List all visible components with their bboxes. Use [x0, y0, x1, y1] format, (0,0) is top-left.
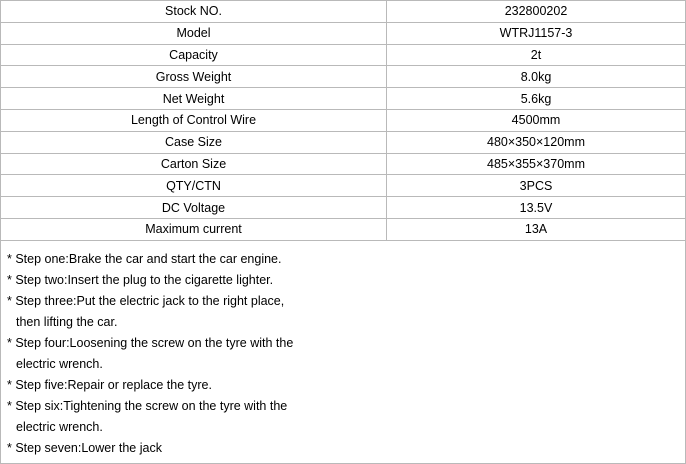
spec-label: Maximum current [1, 218, 387, 240]
table-row [1, 218, 685, 240]
spec-label: Model [1, 22, 387, 44]
table-row [1, 66, 685, 88]
table-row [1, 131, 685, 153]
spec-value: WTRJ1157-3 [387, 22, 686, 44]
spec-table-body [1, 1, 685, 240]
spec-label: Length of Control Wire [1, 109, 387, 131]
spec-value: 485×355×370mm [387, 153, 686, 175]
instruction-line: * Step one:Brake the car and start the car engine. [7, 251, 282, 266]
spec-label: QTY/CTN [1, 175, 387, 197]
spec-value: 8.0kg [387, 66, 686, 88]
spec-label: Net Weight [1, 88, 387, 110]
table-row [1, 1, 685, 22]
spec-value: 13.5V [387, 197, 686, 219]
spec-value: 5.6kg [387, 88, 686, 110]
instruction-line: * Step four:Loosening the screw on the tyre with the [7, 335, 294, 350]
spec-value: 4500mm [387, 109, 686, 131]
table-row [1, 175, 685, 197]
instruction-line: * Step six:Tightening the screw on the tyre with the [7, 398, 288, 413]
table-row [1, 153, 685, 175]
spec-value: 13A [387, 218, 686, 240]
spec-label: Gross Weight [1, 66, 387, 88]
instruction-line: electric wrench. [16, 419, 103, 434]
spec-label: Stock NO. [1, 1, 387, 22]
table-row [1, 22, 685, 44]
instructions-list [1, 241, 685, 459]
table-row [1, 109, 685, 131]
spec-value: 3PCS [387, 175, 686, 197]
spec-value: 480×350×120mm [387, 131, 686, 153]
spec-label: Case Size [1, 131, 387, 153]
instruction-line: then lifting the car. [16, 314, 118, 329]
spec-label: Capacity [1, 44, 387, 66]
instruction-line: * Step two:Insert the plug to the cigarette lighter. [7, 272, 274, 287]
spec-label: DC Voltage [1, 197, 387, 219]
instruction-line: electric wrench. [16, 356, 103, 371]
table-row [1, 197, 685, 219]
instruction-line: * Step seven:Lower the jack [7, 440, 162, 455]
instruction-line: * Step five:Repair or replace the tyre. [7, 377, 212, 392]
instruction-line: * Step three:Put the electric jack to the right place, [7, 293, 285, 308]
spec-value: 2t [387, 44, 686, 66]
table-row [1, 88, 685, 110]
spec-label: Carton Size [1, 153, 387, 175]
specification-table [1, 1, 685, 241]
table-row [1, 44, 685, 66]
spec-value: 232800202 [387, 1, 686, 22]
